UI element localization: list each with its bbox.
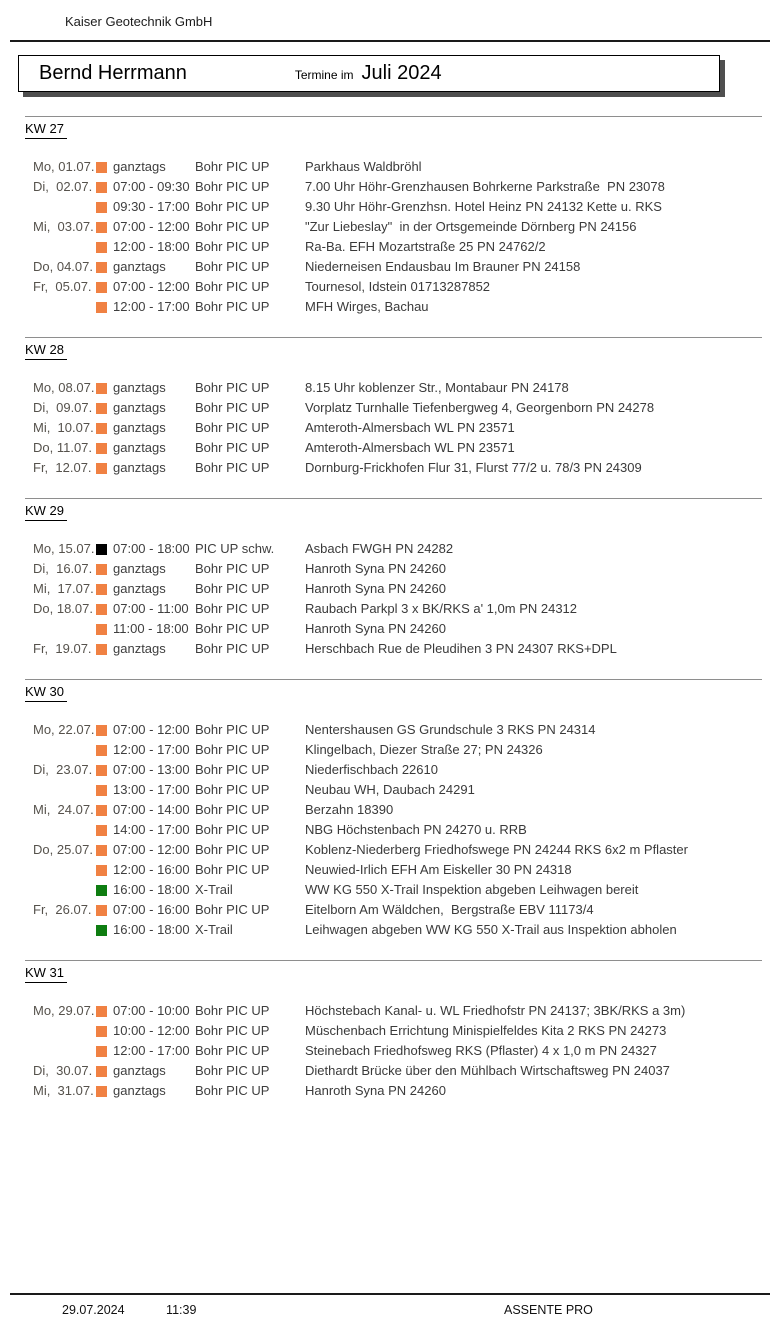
marker-cell — [96, 177, 113, 197]
appointment-time: 07:00 - 09:30 — [113, 179, 190, 194]
appointment-date: Mo, 08.07. — [33, 380, 95, 395]
appointment-row — [25, 418, 762, 438]
category-color-square-icon — [96, 1006, 107, 1017]
appointment-description: Vorplatz Turnhalle Tiefenbergweg 4, Georgenborn PN 24278 — [305, 400, 655, 415]
marker-cell — [96, 297, 113, 317]
week-rows — [25, 720, 762, 940]
appointment-description: Parkhaus Waldbröhl — [305, 159, 422, 174]
category-color-square-icon — [96, 544, 107, 555]
appointment-category: Bohr PIC UP — [195, 259, 270, 274]
report-title-label: Termine im — [294, 68, 354, 82]
appointment-time: ganztags — [113, 561, 166, 576]
marker-cell — [96, 599, 113, 619]
marker-cell — [96, 619, 113, 639]
week-rows — [25, 378, 762, 478]
appointment-category: Bohr PIC UP — [195, 299, 270, 314]
appointment-description: Leihwagen abgeben WW KG 550 X-Trail aus Inspektion abholen — [305, 922, 677, 937]
report-title-box — [18, 55, 720, 92]
appointment-row — [25, 1061, 762, 1081]
appointment-description: Eitelborn Am Wäldchen, Bergstraße EBV 11173/4 — [305, 902, 594, 917]
week-label: KW 27 — [25, 121, 67, 139]
appointment-category: Bohr PIC UP — [195, 802, 270, 817]
appointment-date: Do, 11.07. — [33, 440, 93, 455]
appointment-row — [25, 780, 762, 800]
appointment-row — [25, 880, 762, 900]
appointment-row — [25, 860, 762, 880]
company-name: Kaiser Geotechnik GmbH — [65, 14, 213, 29]
appointment-description: Steinebach Friedhofsweg RKS (Pflaster) 4 x 1,0 m PN 24327 — [305, 1043, 657, 1058]
category-color-square-icon — [96, 1046, 107, 1057]
category-color-square-icon — [96, 202, 107, 213]
appointment-category: Bohr PIC UP — [195, 722, 270, 737]
footer-text-row — [10, 1295, 770, 1321]
appointment-description: Koblenz-Niederberg Friedhofswege PN 24244 RKS 6x2 m Pflaster — [305, 842, 688, 857]
appointment-row — [25, 599, 762, 619]
appointment-date: Fr, 26.07. — [33, 902, 92, 917]
appointment-description: Asbach FWGH PN 24282 — [305, 541, 454, 556]
appointment-date: Di, 23.07. — [33, 762, 93, 777]
category-color-square-icon — [96, 624, 107, 635]
week-section — [25, 116, 762, 317]
appointment-date: Di, 09.07. — [33, 400, 93, 415]
category-color-square-icon — [96, 162, 107, 173]
appointment-row — [25, 559, 762, 579]
appointment-time: 10:00 - 12:00 — [113, 1023, 190, 1038]
appointment-description: MFH Wirges, Bachau — [305, 299, 429, 314]
marker-cell — [96, 880, 113, 900]
category-color-square-icon — [96, 584, 107, 595]
appointment-time: ganztags — [113, 1063, 166, 1078]
appointment-row — [25, 257, 762, 277]
appointment-time: 07:00 - 12:00 — [113, 842, 190, 857]
appointment-date: Mo, 01.07. — [33, 159, 95, 174]
category-color-square-icon — [96, 845, 107, 856]
app-name: ASSENTE PRO — [504, 1303, 593, 1317]
week-rows — [25, 157, 762, 317]
appointment-description: Amteroth-Almersbach WL PN 23571 — [305, 440, 515, 455]
appointment-row — [25, 619, 762, 639]
marker-cell — [96, 740, 113, 760]
appointment-date: Fr, 05.07. — [33, 279, 92, 294]
category-color-square-icon — [96, 282, 107, 293]
appointment-description: Tournesol, Idstein 01713287852 — [305, 279, 491, 294]
page-footer — [10, 1293, 770, 1321]
appointment-category: Bohr PIC UP — [195, 581, 270, 596]
appointment-time: 16:00 - 18:00 — [113, 922, 190, 937]
marker-cell — [96, 157, 113, 177]
appointment-description: Ra-Ba. EFH Mozartstraße 25 PN 24762/2 — [305, 239, 546, 254]
appointment-row — [25, 1001, 762, 1021]
category-color-square-icon — [96, 745, 107, 756]
appointment-category: Bohr PIC UP — [195, 1023, 270, 1038]
appointment-time: 12:00 - 16:00 — [113, 862, 190, 877]
marker-cell — [96, 720, 113, 740]
marker-cell — [96, 1021, 113, 1041]
appointment-time: ganztags — [113, 641, 166, 656]
appointment-category: Bohr PIC UP — [195, 842, 270, 857]
appointment-category: Bohr PIC UP — [195, 460, 270, 475]
print-date: 29.07.2024 — [62, 1303, 125, 1317]
appointment-time: 13:00 - 17:00 — [113, 782, 190, 797]
category-color-square-icon — [96, 463, 107, 474]
week-rows — [25, 539, 762, 659]
appointment-time: ganztags — [113, 400, 166, 415]
appointment-description: "Zur Liebeslay" in der Ortsgemeinde Dörnberg PN 24156 — [305, 219, 637, 234]
appointment-category: Bohr PIC UP — [195, 219, 270, 234]
appointment-row — [25, 1041, 762, 1061]
marker-cell — [96, 820, 113, 840]
appointment-description: Herschbach Rue de Pleudihen 3 PN 24307 RKS+DPL — [305, 641, 617, 656]
appointment-category: Bohr PIC UP — [195, 179, 270, 194]
appointment-description: Niederfischbach 22610 — [305, 762, 438, 777]
marker-cell — [96, 900, 113, 920]
category-color-square-icon — [96, 1086, 107, 1097]
appointment-description: Klingelbach, Diezer Straße 27; PN 24326 — [305, 742, 543, 757]
appointment-category: Bohr PIC UP — [195, 621, 270, 636]
appointment-row — [25, 438, 762, 458]
appointment-time: 12:00 - 17:00 — [113, 1043, 190, 1058]
marker-cell — [96, 760, 113, 780]
category-color-square-icon — [96, 302, 107, 313]
week-divider — [25, 116, 762, 117]
appointment-row — [25, 177, 762, 197]
week-section — [25, 679, 762, 940]
category-color-square-icon — [96, 905, 107, 916]
marker-cell — [96, 398, 113, 418]
appointment-date: Do, 18.07. — [33, 601, 93, 616]
category-color-square-icon — [96, 825, 107, 836]
marker-cell — [96, 639, 113, 659]
appointment-description: Hanroth Syna PN 24260 — [305, 621, 446, 636]
appointment-category: Bohr PIC UP — [195, 420, 270, 435]
category-color-square-icon — [96, 765, 107, 776]
appointment-row — [25, 639, 762, 659]
appointment-description: WW KG 550 X-Trail Inspektion abgeben Leihwagen bereit — [305, 882, 639, 897]
week-divider — [25, 337, 762, 338]
appointment-time: ganztags — [113, 1083, 166, 1098]
category-color-square-icon — [96, 865, 107, 876]
appointment-row — [25, 398, 762, 418]
appointment-time: ganztags — [113, 420, 166, 435]
appointment-category: Bohr PIC UP — [195, 822, 270, 837]
appointment-time: 14:00 - 17:00 — [113, 822, 190, 837]
week-label: KW 31 — [25, 965, 67, 983]
marker-cell — [96, 378, 113, 398]
appointment-category: Bohr PIC UP — [195, 159, 270, 174]
appointment-description: NBG Höchstenbach PN 24270 u. RRB — [305, 822, 527, 837]
header-divider — [10, 40, 770, 42]
appointment-category: X-Trail — [195, 882, 233, 897]
marker-cell — [96, 840, 113, 860]
appointment-description: Neubau WH, Daubach 24291 — [305, 782, 475, 797]
appointment-category: Bohr PIC UP — [195, 641, 270, 656]
appointment-description: Berzahn 18390 — [305, 802, 394, 817]
category-color-square-icon — [96, 383, 107, 394]
appointment-date: Mi, 31.07. — [33, 1083, 94, 1098]
appointment-category: Bohr PIC UP — [195, 862, 270, 877]
week-section — [25, 498, 762, 659]
appointment-time: 07:00 - 11:00 — [113, 601, 189, 616]
appointment-row — [25, 800, 762, 820]
marker-cell — [96, 1001, 113, 1021]
marker-cell — [96, 920, 113, 940]
appointment-description: Amteroth-Almersbach WL PN 23571 — [305, 420, 515, 435]
category-color-square-icon — [96, 403, 107, 414]
appointment-time: 07:00 - 12:00 — [113, 279, 190, 294]
appointment-time: 07:00 - 10:00 — [113, 1003, 190, 1018]
print-time: 11:39 — [166, 1303, 197, 1317]
category-color-square-icon — [96, 1066, 107, 1077]
appointment-time: 07:00 - 12:00 — [113, 219, 190, 234]
appointment-row — [25, 820, 762, 840]
appointment-date: Mi, 03.07. — [33, 219, 94, 234]
category-color-square-icon — [96, 564, 107, 575]
appointment-description: Nentershausen GS Grundschule 3 RKS PN 24314 — [305, 722, 596, 737]
appointment-row — [25, 297, 762, 317]
marker-cell — [96, 579, 113, 599]
appointment-row — [25, 157, 762, 177]
appointment-description: Dornburg-Frickhofen Flur 31, Flurst 77/2 u. 78/3 PN 24309 — [305, 460, 642, 475]
category-color-square-icon — [96, 644, 107, 655]
appointment-row — [25, 237, 762, 257]
category-color-square-icon — [96, 242, 107, 253]
appointment-time: 07:00 - 18:00 — [113, 541, 190, 556]
appointment-time: ganztags — [113, 259, 166, 274]
appointment-row — [25, 760, 762, 780]
marker-cell — [96, 438, 113, 458]
appointment-category: Bohr PIC UP — [195, 1063, 270, 1078]
appointment-date: Fr, 19.07. — [33, 641, 92, 656]
appointment-date: Mo, 29.07. — [33, 1003, 95, 1018]
appointment-category: Bohr PIC UP — [195, 902, 270, 917]
appointment-date: Di, 16.07. — [33, 561, 93, 576]
appointment-time: 12:00 - 17:00 — [113, 742, 190, 757]
appointment-time: 12:00 - 17:00 — [113, 299, 190, 314]
marker-cell — [96, 1081, 113, 1101]
appointment-row — [25, 720, 762, 740]
marker-cell — [96, 197, 113, 217]
appointment-row — [25, 277, 762, 297]
week-divider — [25, 679, 762, 680]
appointment-date: Mi, 17.07. — [33, 581, 94, 596]
appointment-description: Müschenbach Errichtung Minispielfeldes Kita 2 RKS PN 24273 — [305, 1023, 667, 1038]
appointment-description: Hanroth Syna PN 24260 — [305, 561, 446, 576]
marker-cell — [96, 1041, 113, 1061]
person-name: Bernd Herrmann — [39, 62, 187, 84]
marker-cell — [96, 860, 113, 880]
appointment-category: Bohr PIC UP — [195, 1003, 270, 1018]
appointment-description: Hanroth Syna PN 24260 — [305, 1083, 446, 1098]
appointment-date: Di, 02.07. — [33, 179, 93, 194]
appointment-row — [25, 458, 762, 478]
appointment-date: Do, 25.07. — [33, 842, 93, 857]
appointment-time: 16:00 - 18:00 — [113, 882, 190, 897]
appointment-time: 07:00 - 13:00 — [113, 762, 190, 777]
appointment-description: Neuwied-Irlich EFH Am Eiskeller 30 PN 24318 — [305, 862, 572, 877]
week-section — [25, 337, 762, 478]
appointment-time: 07:00 - 16:00 — [113, 902, 190, 917]
appointment-description: Höchstebach Kanal- u. WL Friedhofstr PN 24137; 3BK/RKS a 3m) — [305, 1003, 686, 1018]
marker-cell — [96, 780, 113, 800]
appointment-description: Diethardt Brücke über den Mühlbach Wirtschaftsweg PN 24037 — [305, 1063, 670, 1078]
marker-cell — [96, 257, 113, 277]
appointment-date: Mo, 22.07. — [33, 722, 95, 737]
appointment-time: ganztags — [113, 460, 166, 475]
appointment-date: Mi, 10.07. — [33, 420, 94, 435]
marker-cell — [96, 277, 113, 297]
appointment-time: ganztags — [113, 380, 166, 395]
appointment-row — [25, 920, 762, 940]
appointment-category: PIC UP schw. — [195, 541, 275, 556]
marker-cell — [96, 800, 113, 820]
category-color-square-icon — [96, 222, 107, 233]
appointment-date: Fr, 12.07. — [33, 460, 92, 475]
marker-cell — [96, 539, 113, 559]
category-color-square-icon — [96, 805, 107, 816]
appointment-row — [25, 1021, 762, 1041]
category-color-square-icon — [96, 925, 107, 936]
appointment-category: Bohr PIC UP — [195, 782, 270, 797]
marker-cell — [96, 217, 113, 237]
appointment-category: Bohr PIC UP — [195, 762, 270, 777]
category-color-square-icon — [96, 1026, 107, 1037]
appointment-category: Bohr PIC UP — [195, 742, 270, 757]
appointment-category: Bohr PIC UP — [195, 561, 270, 576]
appointment-description: Raubach Parkpl 3 x BK/RKS a' 1,0m PN 24312 — [305, 601, 578, 616]
appointment-date: Di, 30.07. — [33, 1063, 93, 1078]
appointment-row — [25, 579, 762, 599]
appointment-row — [25, 840, 762, 860]
week-label: KW 30 — [25, 684, 67, 702]
week-rows — [25, 1001, 762, 1101]
appointment-date: Mo, 15.07. — [33, 541, 95, 556]
appointment-row — [25, 217, 762, 237]
appointment-description: Niederneisen Endausbau Im Brauner PN 24158 — [305, 259, 581, 274]
appointment-category: Bohr PIC UP — [195, 380, 270, 395]
appointment-time: 07:00 - 12:00 — [113, 722, 190, 737]
appointment-category: Bohr PIC UP — [195, 601, 270, 616]
marker-cell — [96, 1061, 113, 1081]
appointment-time: 07:00 - 14:00 — [113, 802, 190, 817]
marker-cell — [96, 237, 113, 257]
appointment-row — [25, 900, 762, 920]
week-label: KW 29 — [25, 503, 67, 521]
appointment-category: Bohr PIC UP — [195, 400, 270, 415]
appointment-date: Mi, 24.07. — [33, 802, 94, 817]
appointment-category: X-Trail — [195, 922, 233, 937]
marker-cell — [96, 418, 113, 438]
appointment-description: 9.30 Uhr Höhr-Grenzhsn. Hotel Heinz PN 24132 Kette u. RKS — [305, 199, 662, 214]
category-color-square-icon — [96, 423, 107, 434]
week-divider — [25, 498, 762, 499]
appointment-description: Hanroth Syna PN 24260 — [305, 581, 446, 596]
appointment-row — [25, 197, 762, 217]
appointment-row — [25, 539, 762, 559]
appointment-date: Do, 04.07. — [33, 259, 93, 274]
appointment-category: Bohr PIC UP — [195, 279, 270, 294]
appointment-category: Bohr PIC UP — [195, 199, 270, 214]
appointment-row — [25, 740, 762, 760]
appointment-time: 12:00 - 18:00 — [113, 239, 190, 254]
appointment-time: ganztags — [113, 440, 166, 455]
category-color-square-icon — [96, 262, 107, 273]
appointment-description: 8.15 Uhr koblenzer Str., Montabaur PN 24178 — [305, 380, 569, 395]
appointment-category: Bohr PIC UP — [195, 239, 270, 254]
appointment-time: ganztags — [113, 581, 166, 596]
appointment-category: Bohr PIC UP — [195, 1043, 270, 1058]
week-label: KW 28 — [25, 342, 67, 360]
category-color-square-icon — [96, 885, 107, 896]
appointment-time: 11:00 - 18:00 — [113, 621, 189, 636]
appointment-time: ganztags — [113, 159, 166, 174]
marker-cell — [96, 559, 113, 579]
week-section — [25, 960, 762, 1101]
weeks-container — [25, 116, 762, 1101]
marker-cell — [96, 458, 113, 478]
appointment-category: Bohr PIC UP — [195, 440, 270, 455]
category-color-square-icon — [96, 182, 107, 193]
appointment-time: 09:30 - 17:00 — [113, 199, 190, 214]
report-month: Juli 2024 — [361, 62, 442, 84]
appointment-category: Bohr PIC UP — [195, 1083, 270, 1098]
appointment-row — [25, 1081, 762, 1101]
week-divider — [25, 960, 762, 961]
appointment-row — [25, 378, 762, 398]
category-color-square-icon — [96, 725, 107, 736]
appointment-description: 7.00 Uhr Höhr-Grenzhausen Bohrkerne Parkstraße PN 23078 — [305, 179, 665, 194]
category-color-square-icon — [96, 604, 107, 615]
category-color-square-icon — [96, 785, 107, 796]
category-color-square-icon — [96, 443, 107, 454]
